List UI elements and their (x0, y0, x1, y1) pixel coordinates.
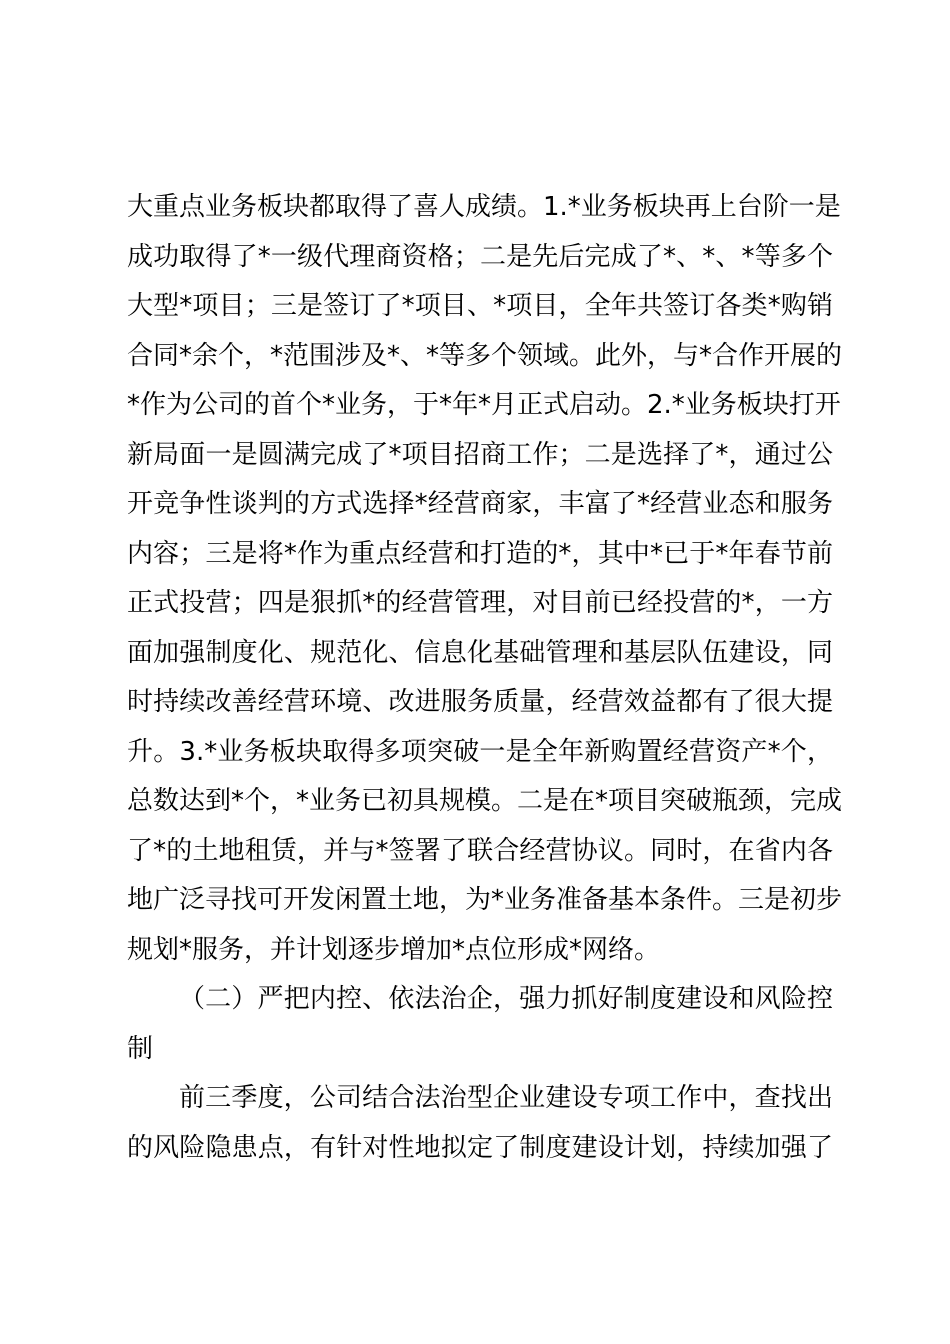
document-body (127, 183, 843, 1173)
section-heading-internal-control (127, 975, 833, 1074)
text-line: 面加强制度化、规范化、信息化基础管理和基层队伍建设，同 (127, 637, 833, 668)
text-line: 时持续改善经营环境、改进服务质量，经营效益都有了很大提 (127, 687, 833, 717)
text-line: 地广泛寻找可开发闲置土地，为*业务准备基本条件。三是初步 (127, 885, 843, 915)
text-line: *作为公司的首个*业务，于*年*月正式启动。2.*业务板块打开 (127, 390, 841, 420)
text-line: 大型*项目；三是签订了*项目、*项目，全年共签订各类*购销 (127, 291, 833, 321)
text-line: 开竞争性谈判的方式选择*经营商家，丰富了*经营业态和服务 (127, 489, 833, 519)
text-line: 总数达到*个，*业务已初具规模。二是在*项目突破瓶颈，完成 (127, 786, 843, 816)
text-line: 升。3.*业务板块取得多项突破一是全年新购置经营资产*个， (127, 736, 833, 767)
text-line: 成功取得了*一级代理商资格；二是先后完成了*、*、*等多个 (127, 241, 833, 272)
text-line: 的风险隐患点，有针对性地拟定了制度建设计划，持续加强了 (127, 1132, 833, 1163)
text-line: 正式投营；四是狠抓*的经营管理，对目前已经投营的*，一方 (127, 588, 833, 618)
text-line: 前三季度，公司结合法治型企业建设专项工作中，查找出 (179, 1083, 833, 1113)
heading-line: （二）严把内控、依法治企，强力抓好制度建设和风险控 (179, 984, 833, 1014)
paragraph-risk-control (127, 1074, 833, 1173)
text-line: 内容；三是将*作为重点经营和打造的*，其中*已于*年春节前 (127, 538, 833, 569)
text-line: 了*的土地租赁，并与*签署了联合经营协议。同时，在省内各 (127, 835, 833, 866)
heading-line: 制 (127, 1033, 154, 1064)
text-line: 新局面一是圆满完成了*项目招商工作；二是选择了*，通过公 (127, 439, 833, 470)
paragraph-business-results (127, 183, 843, 975)
text-line: 大重点业务板块都取得了喜人成绩。1.*业务板块再上台阶一是 (127, 192, 841, 222)
text-line: 规划*服务，并计划逐步增加*点位形成*网络。 (127, 934, 661, 965)
text-line: 合同*余个，*范围涉及*、*等多个领域。此外，与*合作开展的 (127, 340, 843, 371)
